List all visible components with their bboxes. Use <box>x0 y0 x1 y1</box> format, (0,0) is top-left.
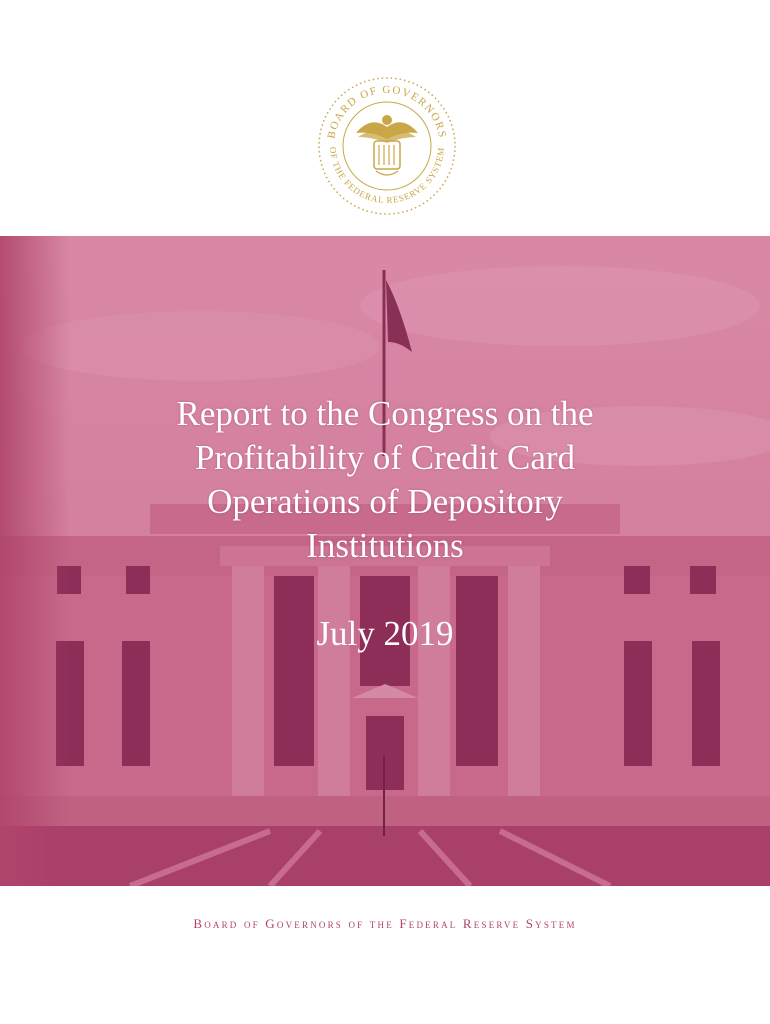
seal-graphic <box>316 75 458 217</box>
seal-inner-text: OF THE FEDERAL RESERVE SYSTEM <box>327 146 447 206</box>
report-date: July 2019 <box>316 614 454 653</box>
title-line-4: Institutions <box>306 526 464 565</box>
eagle-icon <box>356 115 418 175</box>
svg-text:OF THE FEDERAL RESERVE SYSTEM <box>328 146 446 205</box>
title-line-2: Profitability of Credit Card <box>194 438 576 477</box>
title-line-3: Operations of Depository <box>207 482 563 521</box>
publisher-footer: Board of Governors of the Federal Reserve System <box>193 916 577 931</box>
title-line-1: Report to the Congress on the <box>176 394 594 433</box>
federal-reserve-seal-icon <box>316 75 458 217</box>
seal-outer-text: BOARD OF GOVERNORS <box>325 83 449 140</box>
report-title <box>0 392 770 568</box>
